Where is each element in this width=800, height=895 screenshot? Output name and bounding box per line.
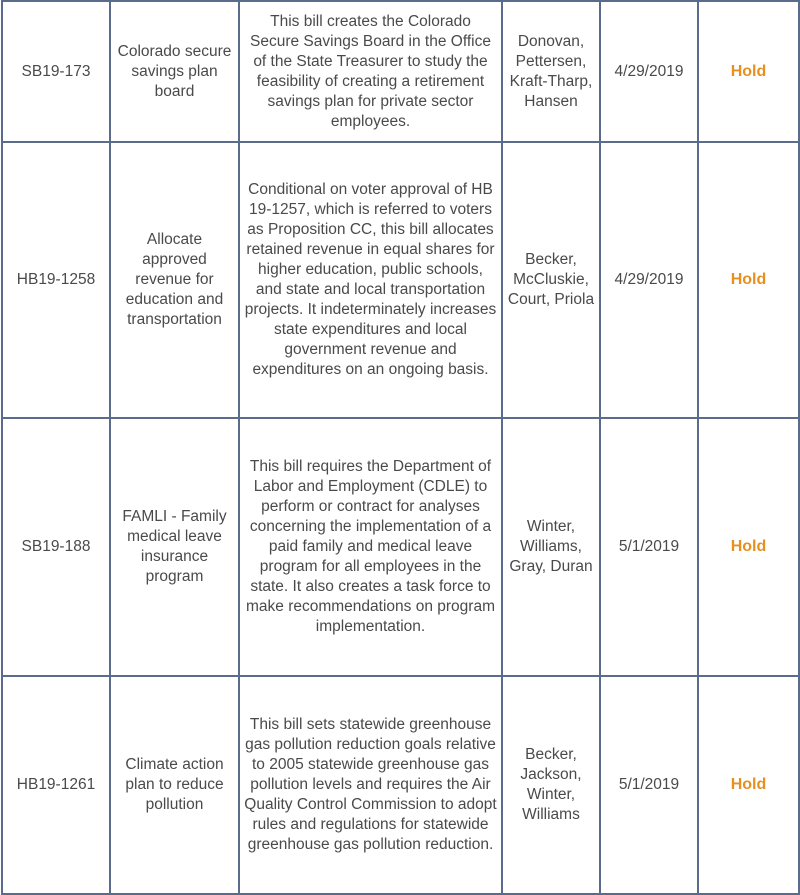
- bill-id: SB19-173: [2, 1, 110, 142]
- bill-title: Climate action plan to reduce pollution: [110, 676, 239, 894]
- bill-status-cell: [698, 418, 799, 676]
- table-row: [2, 676, 799, 894]
- table-row: [2, 1, 799, 142]
- bill-description: Conditional on voter approval of HB 19-1257, which is referred to voters as Proposition CC, this bill allocates retained revenue in equal shares for higher education, public schools, and state and local transportation projects. It indeterminately increases state expenditures and local government revenue and expenditures on an ongoing basis.: [239, 142, 502, 418]
- bill-description: This bill requires the Department of Labor and Employment (CDLE) to perform or contract for analyses concerning the implementation of a paid family and medical leave program for all employees in the state. It also creates a task force to make recommendations on program implementation.: [239, 418, 502, 676]
- bill-title: FAMLI - Family medical leave insurance program: [110, 418, 239, 676]
- bill-status-cell: [698, 1, 799, 142]
- bill-id: HB19-1258: [2, 142, 110, 418]
- status-badge: Hold: [730, 271, 767, 288]
- status-badge: Hold: [730, 538, 767, 555]
- table-row: [2, 418, 799, 676]
- bill-date: 5/1/2019: [600, 418, 698, 676]
- bill-title: Colorado secure savings plan board: [110, 1, 239, 142]
- bill-date: 4/29/2019: [600, 142, 698, 418]
- bill-sponsors: Winter, Williams, Gray, Duran: [502, 418, 600, 676]
- bill-description: This bill sets statewide greenhouse gas pollution reduction goals relative to 2005 statewide greenhouse gas pollution levels and requires the Air Quality Control Commission to adopt rules and regulations for statewide greenhouse gas pollution reduction.: [239, 676, 502, 894]
- bill-id: SB19-188: [2, 418, 110, 676]
- bill-sponsors: Becker, McCluskie, Court, Priola: [502, 142, 600, 418]
- bill-date: 5/1/2019: [600, 676, 698, 894]
- bill-date: 4/29/2019: [600, 1, 698, 142]
- status-badge: Hold: [730, 62, 767, 80]
- bill-status-cell: [698, 142, 799, 418]
- table-row: [2, 142, 799, 418]
- bill-title: Allocate approved revenue for education and transportation: [110, 142, 239, 418]
- bill-status-cell: [698, 676, 799, 894]
- bill-id: HB19-1261: [2, 676, 110, 894]
- bills-table: [1, 0, 800, 895]
- bill-sponsors: Donovan, Pettersen, Kraft-Tharp, Hansen: [502, 1, 600, 142]
- status-badge: Hold: [730, 776, 767, 793]
- bill-sponsors: Becker, Jackson, Winter, Williams: [502, 676, 600, 894]
- bill-description: This bill creates the Colorado Secure Savings Board in the Office of the State Treasurer to study the feasibility of creating a retirement savings plan for private sector employees.: [239, 1, 502, 142]
